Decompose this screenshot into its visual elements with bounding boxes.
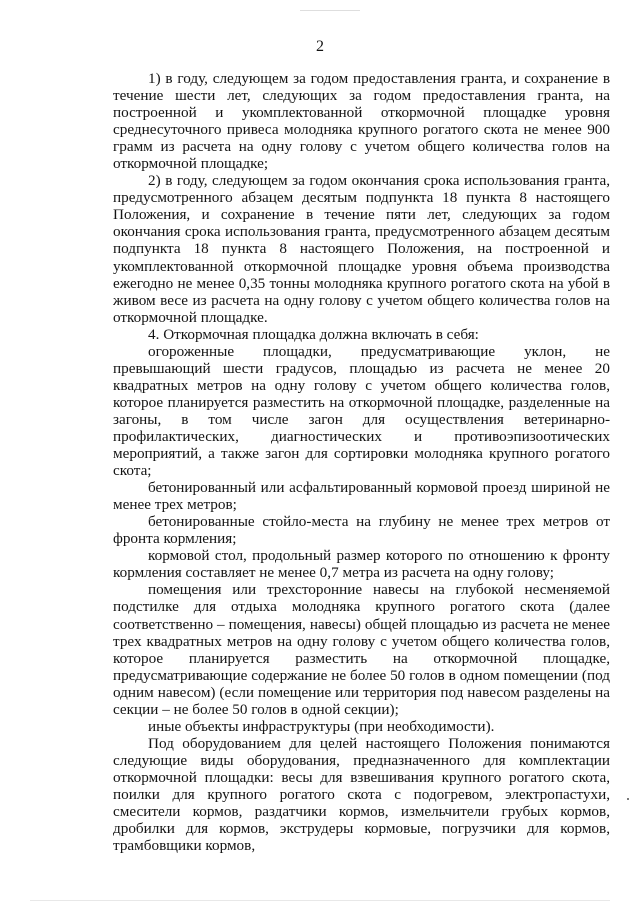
document-body (113, 70, 610, 854)
paragraph-7: кормовой стол, продольный размер которого по отношению к фронту кормления составляет не менее 0,7 метра из расчета на одну голову; (113, 547, 610, 582)
page-number: 2 (316, 38, 324, 55)
paragraph-10: Под оборудованием для целей настоящего Положения понимаются следующие виды оборудования, предназначенного для комплектации откормочной площадки: весы для взвешивания крупного рогатого скота, поилки для крупного рогатого скота с подогревом, электропастухи, смесители кормов, раздатчики кормов, измельчители грубых кормов, дробилки для кормов, экструдеры кормовые, погрузчики для кормов, трамбовщики кормов, (113, 734, 610, 855)
scan-artifact-bottom (30, 900, 610, 901)
paragraph-1: 1) в году, следующем за годом предоставления гранта, и сохранение в течение шести лет, следующих за годом предоставления гранта, на построенной и укомплектованной откормочной площадке уровня среднесуточного привеса молодняка крупного рогатого скота не менее 900 грамм из расчета на одну голову с учетом общего количества голов на откормочной площадке; (113, 70, 610, 173)
paragraph-8: помещения или трехсторонние навесы на глубокой несменяемой подстилке для отдыха молодняка крупного рогатого скота (далее соответственно – помещения, навесы) общей площадью из расчета не менее трех квадратных метров на одну голову с учетом общего количества голов, которое планируется разместить на откормочной площадке, предусматривающие содержание не более 50 голов в одном помещении (под одним навесом) (если помещение или территория под навесом разделены на секции – не более 50 голов в одной секции); (113, 581, 610, 718)
paragraph-2: 2) в году, следующем за годом окончания срока использования гранта, предусмотренного абзацем десятым подпункта 18 пункта 8 настоящего Положения, и сохранение в течение пяти лет, следующих за годом окончания срока использования гранта, предусмотренного абзацем десятым подпункта 18 пункта 8 настоящего Положения, на построенной и укомплектованной откормочной площадке уровня объема производства ежегодно не менее 0,35 тонны молодняка крупного рогатого скота на убой в живом весе из расчета на одну голову с учетом общего количества голов на откормочной площадке. (113, 172, 610, 326)
paragraph-9: иные объекты инфраструктуры (при необходимости). (148, 717, 495, 735)
paragraph-6: бетонированные стойло-места на глубину не менее трех метров от фронта кормления; (113, 513, 610, 548)
paragraph-5: бетонированный или асфальтированный кормовой проезд шириной не менее трех метров; (113, 479, 610, 514)
paragraph-4: огороженные площадки, предусматривающие уклон, не превышающий шести градусов, площадью из расчета не менее 20 квадратных метров на одну голову с учетом общего количества голов, которое планируется разместить на откормочной площадке, разделенные на загоны, в том числе загон для осуществления ветеринарно-профилактических, диагностических и противоэпизоотических мероприятий, а также загон для сортировки молодняка крупного рогатого скота; (113, 342, 610, 480)
paragraph-3: 4. Откормочная площадка должна включать в себя: (148, 325, 479, 343)
scan-artifact-top (300, 10, 360, 11)
scan-dot (627, 798, 629, 800)
